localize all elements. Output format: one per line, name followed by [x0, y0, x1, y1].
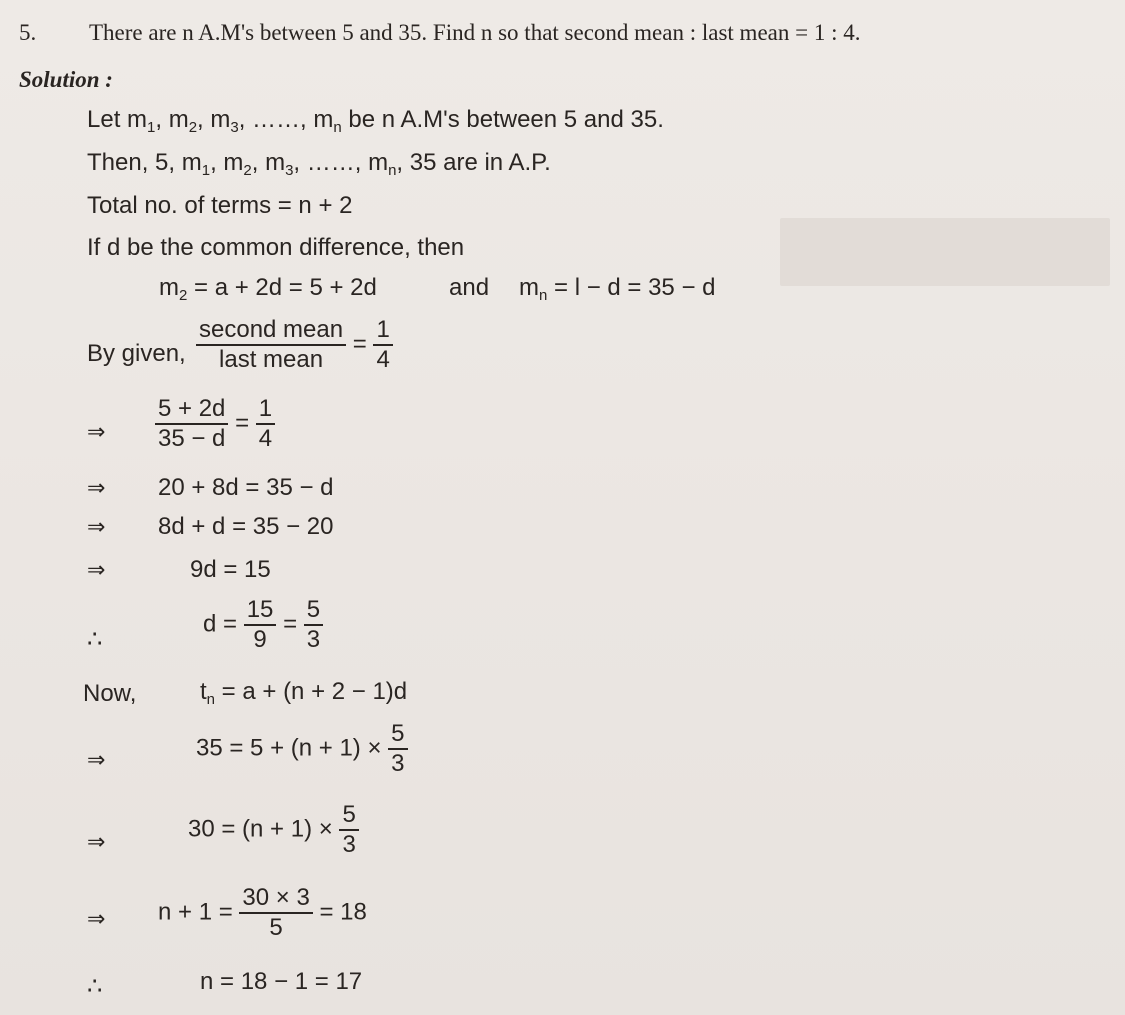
equation-final-answer: n = 18 − 1 = 17 — [200, 968, 363, 995]
line-common-difference: If d be the common difference, then — [87, 234, 465, 261]
fraction-90-over-5: $\frac{30 \times 3}{5}$ — [239, 886, 312, 940]
equation-d-value: d = $\frac{15}{9}$ = $\frac{5}{3}$ — [203, 598, 323, 652]
equation-n-plus-1: n + 1 = $\frac{30 \times 3}{5}$ = 18 — [158, 884, 367, 941]
equation-30: 30 = (n + 1) × $\frac{5}{3}$ — [188, 803, 359, 857]
word-and: and — [449, 274, 490, 301]
fraction-terms-ratio: $\frac{5 + 2d}{35 - d}$ — [155, 397, 228, 451]
implies-arrow: ⇒ — [87, 748, 106, 773]
equation-collected: 8d + d = 35 − 20 — [158, 513, 334, 540]
fraction-mean-ratio: $\frac{\text{second mean}}{\text{last mean}}$ — [196, 318, 346, 372]
line-let-means: Let $m_1$, $m_2$, $m_3$, ……, $m_n$ be n A.M's between 5 and 35. — [87, 106, 664, 136]
problem-text: There are n A.M's between 5 and 35. Find n so that second mean : last mean = 1 : 4. — [89, 20, 861, 45]
implies-arrow: ⇒ — [87, 476, 106, 501]
solution-heading: Solution : — [19, 67, 113, 92]
equation-general-term: $t_n = a + (n + 2 - 1)d$ — [200, 678, 408, 708]
line-ap-sequence: Then, 5, $m_1$, $m_2$, $m_3$, ……, $m_n$, 35 are in A.P. — [87, 149, 551, 179]
equation-ratio-substituted: $\frac{5 + 2d}{35 - d}$ = $\frac{1}{4}$ — [155, 397, 275, 451]
implies-arrow: ⇒ — [87, 515, 106, 540]
fraction-5-over-3: $\frac{5}{3}$ — [304, 598, 323, 652]
equation-substitute-35: 35 = 5 + (n + 1) × $\frac{5}{3}$ — [196, 722, 408, 776]
label-by-given: By given, — [87, 340, 186, 367]
fraction-5-over-3: $\frac{5}{3}$ — [339, 803, 358, 857]
line-total-terms: Total no. of terms = n + 2 — [87, 192, 353, 219]
equation-9d: 9d = 15 — [190, 556, 271, 583]
therefore-symbol: ∴ — [87, 626, 103, 653]
equation-cross-multiplied: 20 + 8d = 35 − d — [158, 474, 334, 501]
ratio-given: $\frac{\text{second mean}}{\text{last mean}}$ = $\frac{1}{4}$ — [196, 318, 393, 372]
implies-arrow: ⇒ — [87, 420, 106, 445]
equation-second-mean: $m_2 = a + 2d = 5 + 2d$ — [159, 274, 377, 304]
therefore-symbol: ∴ — [87, 973, 103, 1000]
show-through-heading-block — [780, 218, 1110, 286]
fraction-5-over-3: $\frac{5}{3}$ — [388, 722, 407, 776]
problem-number: 5. — [19, 20, 37, 45]
fraction-one-quarter: $\frac{1}{4}$ — [256, 397, 275, 451]
fraction-one-quarter: $\frac{1}{4}$ — [373, 318, 392, 372]
implies-arrow: ⇒ — [87, 558, 106, 583]
fraction-15-over-9: $\frac{15}{9}$ — [244, 598, 277, 652]
implies-arrow: ⇒ — [87, 830, 106, 855]
label-now: Now, — [83, 680, 137, 707]
equation-last-mean: $m_n = l - d = 35 - d$ — [519, 274, 716, 304]
implies-arrow: ⇒ — [87, 907, 106, 932]
